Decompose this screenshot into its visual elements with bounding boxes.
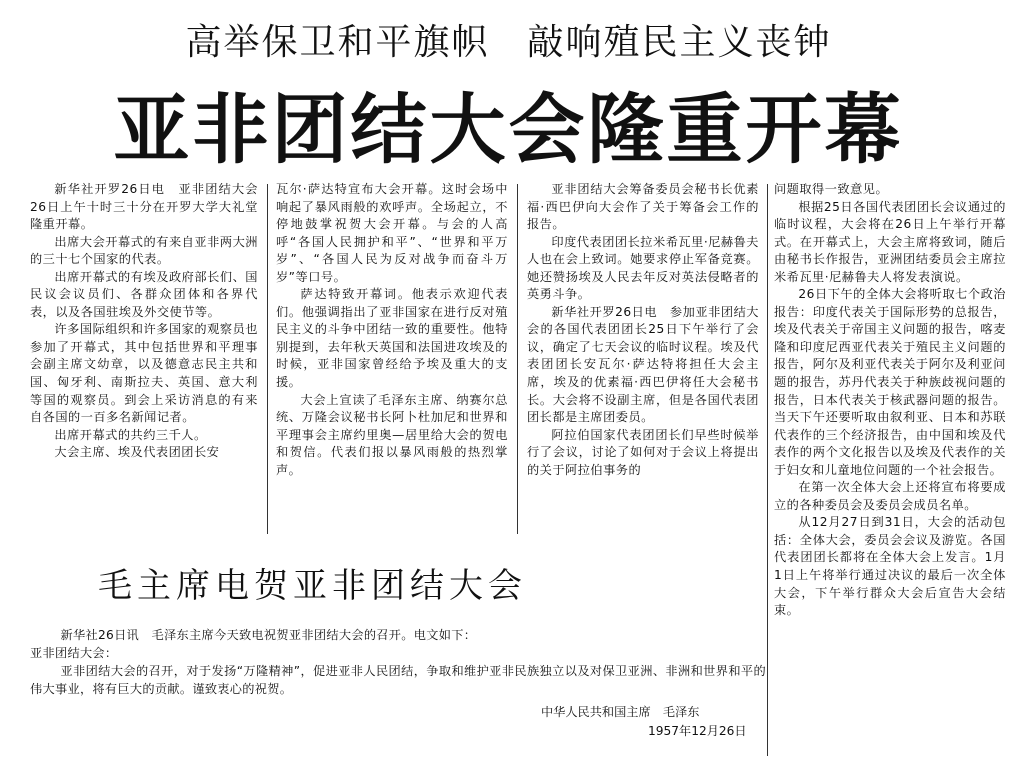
telegram-body: 亚非团结大会的召开，对于发扬“万隆精神”，促进亚非人民团结，争取和维护亚非民族独立以及对保卫亚洲、非洲和世界和平的伟大事业，将有巨大的贡献。谨致衷心的祝贺。 xyxy=(30,664,766,696)
column-divider xyxy=(267,184,268,534)
paragraph: 大会上宣读了毛泽东主席、纳赛尔总统、万隆会议秘书长阿卜杜加尼和世界和平理事会主席约里奥—居里给大会的贺电和贺信。代表们报以暴风雨般的热烈掌声。 xyxy=(276,392,508,477)
paragraph: 问题取得一致意见。 xyxy=(774,182,889,196)
paragraph: 26日下午的全体大会将听取七个政治报告：印度代表关于国际形势的总报告，埃及代表关于帝国主义问题的报告，喀麦隆和印度尼西亚代表关于殖民主义问题的报告，阿尔及利亚代表关于阿尔及利亚问题的报告，苏丹代表关于种族歧视问题的报告，日本代表关于核武器问题的报告。当天下午还要听取由叙利亚、日本和苏联代表作的三个经济报告，由中国和埃及代表作的两个文化报告以及埃及代表作的关于妇女和儿童地位问题的一个社会报告。 xyxy=(774,287,1006,477)
article-column-2 xyxy=(276,181,508,479)
paragraph: 亚非团结大会筹备委员会秘书长优素福·西巴伊向大会作了关于筹备会工作的报告。 xyxy=(527,182,759,232)
paragraph: 许多国际组织和许多国家的观察员也参加了开幕式，其中包括世界和平理事会副主席文幼章，以及德意志民主共和国、匈牙利、南斯拉夫、英国、意大利等国的观察员。到会上采访消息的有来自各国的一百多名新闻记者。 xyxy=(30,322,258,425)
paragraph: 阿拉伯国家代表团团长们早些时候举行了会议，讨论了如何对于会议上将提出的关于阿拉伯事务的 xyxy=(527,427,759,477)
article-column-3 xyxy=(527,181,759,479)
paragraph: 印度代表团团长拉米希瓦里·尼赫鲁夫人也在会上致词。她要求停止军备竞赛。她还赞扬埃及人民去年反对英法侵略者的英勇斗争。 xyxy=(527,234,759,302)
paragraph: 出席开幕式的共约三千人。 xyxy=(54,427,207,442)
column-divider xyxy=(767,184,768,756)
main-headline: 亚非团结大会隆重开幕 xyxy=(113,85,904,174)
paragraph: 新华社开罗26日电 参加亚非团结大会的各国代表团团长25日下午举行了会议，确定了七天会议的临时议程。埃及代表团团长安瓦尔·萨达特将担任大会主席，埃及的优素福·西巴伊将任大会秘书长。大会将不设副主席，但是各国代表团团长都是主席团委员。 xyxy=(527,304,759,425)
telegram-intro: 新华社26日讯 毛泽东主席今天致电祝贺亚非团结大会的召开。电文如下： xyxy=(60,628,477,642)
article-column-1 xyxy=(30,181,258,462)
kicker-headline: 高举保卫和平旗帜 敲响殖民主义丧钟 xyxy=(185,22,832,63)
telegram-signature: 中华人民共和国主席 毛泽东 xyxy=(541,705,700,719)
telegram-salutation: 亚非团结大会： xyxy=(30,646,118,660)
paragraph: 新华社开罗26日电 亚非团结大会26日上午十时三十分在开罗大学大礼堂隆重开幕。 xyxy=(30,182,258,232)
paragraph: 根据25日各国代表团团长会议通过的临时议程，大会将在26日上午举行开幕式。在开幕式上，大会主席将致词，随后由秘书长作报告，亚洲团结委员会主席拉米希瓦里·尼赫鲁夫人将发表演说。 xyxy=(774,199,1006,284)
article-column-4 xyxy=(774,181,1006,620)
column-divider xyxy=(517,184,518,534)
paragraph: 在第一次全体大会上还将宣布将要成立的各种委员会及委员会成员名单。 xyxy=(774,480,1006,512)
paragraph: 从12月27日到31日，大会的活动包括：全体大会，委员会会议及游览。各国代表团团长都将在全体大会上发言。1月1日上午将举行通过决议的最后一次全体大会，下午举行群众大会后宣告大会结束。 xyxy=(774,515,1006,618)
paragraph: 大会主席、埃及代表团团长安 xyxy=(54,445,220,460)
paragraph: 出席开幕式的有埃及政府部长们、国民议会议员们、各群众团体和各界代表，以及各国驻埃及外交使节等。 xyxy=(30,269,258,319)
paragraph: 出席大会开幕式的有来自亚非两大洲的三十七个国家的代表。 xyxy=(30,234,258,267)
paragraph: 瓦尔·萨达特宣布大会开幕。这时会场中响起了暴风雨般的欢呼声。全场起立，不停地鼓掌祝贺大会开幕。与会的人高呼“各国人民拥护和平”、“世界和平万岁”、“各国人民为反对战争而奋斗万岁”等口号。 xyxy=(276,182,508,284)
paragraph: 萨达特致开幕词。他表示欢迎代表们。他强调指出了亚非国家在进行反对殖民主义的斗争中团结一致的重要性。他特别提到，去年秋天英国和法国进攻埃及的时候，亚非国家曾经给予埃及重大的支援。 xyxy=(276,287,508,390)
telegram-headline: 毛主席电贺亚非团结大会 xyxy=(98,566,527,606)
telegram-date: 1957年12月26日 xyxy=(648,724,747,738)
telegram-article xyxy=(30,626,766,698)
